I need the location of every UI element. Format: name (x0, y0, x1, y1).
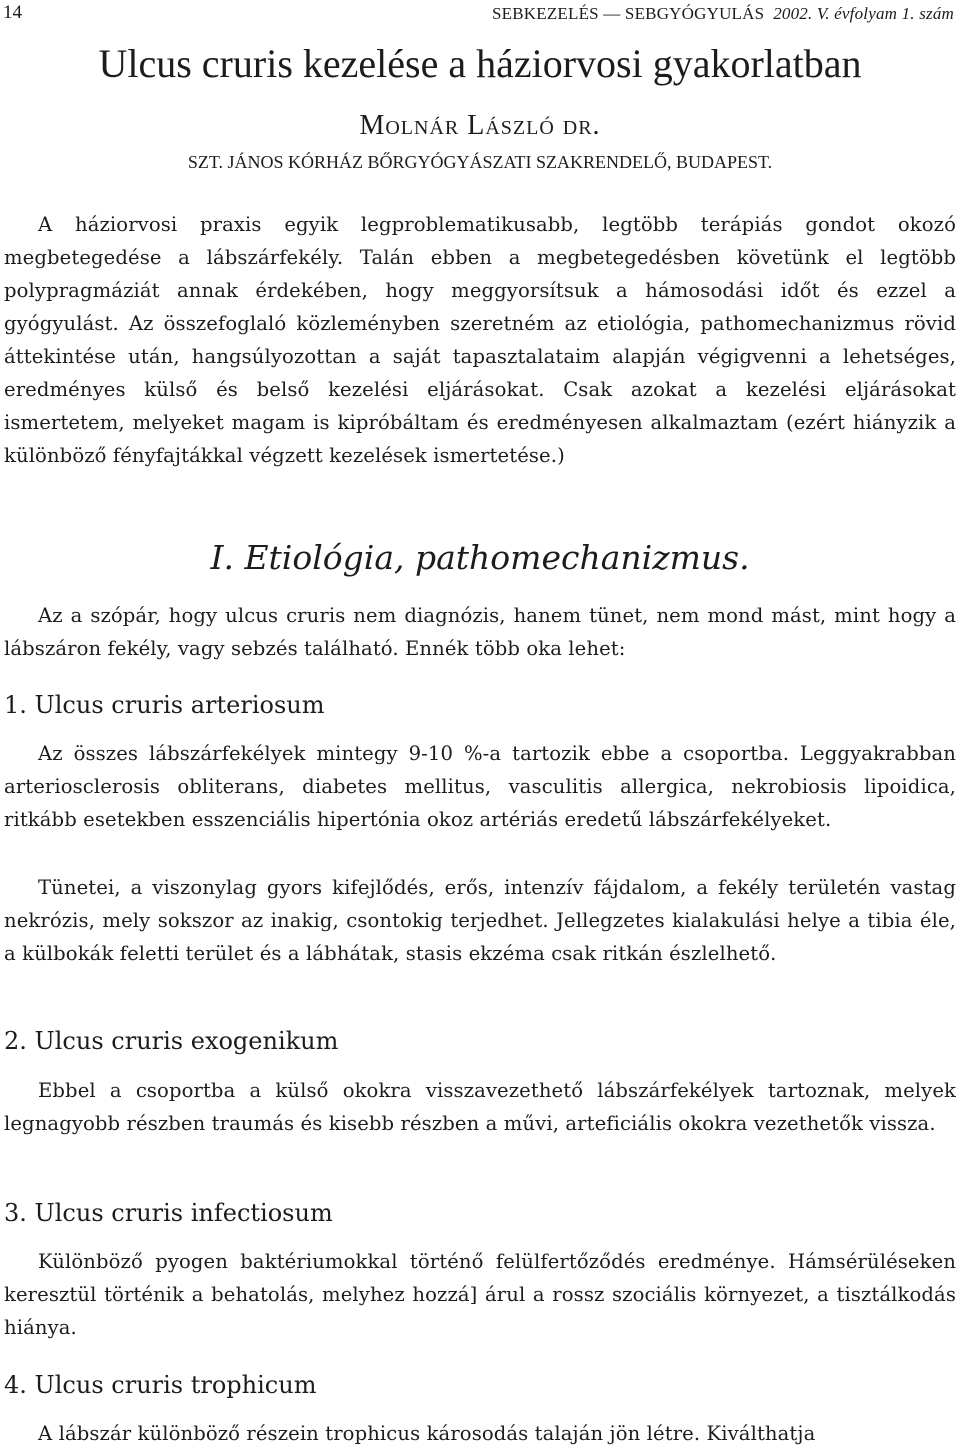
running-title (492, 4, 954, 24)
intro-paragraph: A háziorvosi praxis egyik legproblematikusabb, legtöbb terápiás gondot okozó megbetegedése a lábszárfekély. Talán ebben a megbetegedésben követünk el legtöbb polypragmáziát annak érdekében, hogy meggyorsítsuk a hámosodási időt és ezzel a gyógyulást. Az összefoglaló közleményben szeretném az etiológia, pathomechanizmus rövid áttekintése után, hangsúlyozottan a saját tapasztalataim alapján végigvenni a lehetséges, eredményes külső és belső kezelési eljárásokat. Csak azokat a kezelési eljárásokat ismertetem, melyeket magam is kipróbáltam és eredményesen alkalmaztam (ezért hiányzik a különböző fényfajtákkal végzett kezelések ismertetése.) (4, 213, 956, 467)
subheading-infectiosum: 3. Ulcus cruris infectiosum (4, 1199, 333, 1227)
page-number: 14 (3, 2, 22, 23)
exogenikum-paragraph: Ebbel a csoportba a külső okokra visszavezethető lábszárfekélyek tartoznak, melyek legnagyobb részben traumás és kisebb részben a művi, arteficiális okokra vezethetők vissza. (4, 1079, 956, 1135)
section-1-paragraph: Az a szópár, hogy ulcus cruris nem diagnózis, hanem tünet, nem mond mást, mint hogy a lábszáron fekély, vagy sebzés található. Ennék több oka lehet: (4, 604, 956, 660)
journal-name: SEBKEZELÉS — SEBGYÓGYULÁS (491, 4, 765, 23)
arteriosum-paragraph-2: Tünetei, a viszonylag gyors kifejlődés, erős, intenzív fájdalom, a fekély területén vastag nekrózis, mely sokszor az inakig, csontokig terjedhet. Jellegzetes kialakulási helye a tibia éle, a külbokák feletti terület és a lábhátak, stasis ekzéma csak ritkán észlelhető. (4, 876, 956, 965)
issue-info: 2002. V. évfolyam 1. szám (773, 4, 954, 23)
infectiosum-paragraph: Különböző pyogen baktériumokkal történő felülfertőződés eredménye. Hámsérüléseken keresztül történik a behatolás, melyhez hozzá] árul a rossz szociális környezet, a tisztálkodás hiánya. (4, 1250, 956, 1339)
subheading-exogenikum: 2. Ulcus cruris exogenikum (4, 1027, 339, 1055)
article-title: Ulcus cruris kezelése a háziorvosi gyakorlatban (98, 41, 862, 86)
author-affiliation: SZT. JÁNOS KÓRHÁZ BŐRGYÓGYÁSZATI SZAKRENDELŐ, BUDAPEST. (187, 152, 773, 172)
section-heading-etiologia: I. Etiológia, pathomechanizmus. (210, 538, 750, 577)
subheading-trophicum: 4. Ulcus cruris trophicum (4, 1371, 317, 1399)
running-header (0, 0, 960, 30)
arteriosum-paragraph-1: Az összes lábszárfekélyek mintegy 9-10 %-a tartozik ebbe a csoportba. Leggyakrabban arteriosclerosis obliterans, diabetes mellitus, vasculitis allergica, nekrobiosis lipoidica, ritkább esetekben esszenciális hipertónia okoz artériás eredetű lábszárfekélyeket. (4, 742, 956, 831)
author-name: Molnár László dr. (359, 110, 601, 141)
trophicum-paragraph: A lábszár különböző részein trophicus károsodás talaján jön létre. Kiválthatja (38, 1422, 816, 1445)
subheading-arteriosum: 1. Ulcus cruris arteriosum (4, 691, 325, 719)
